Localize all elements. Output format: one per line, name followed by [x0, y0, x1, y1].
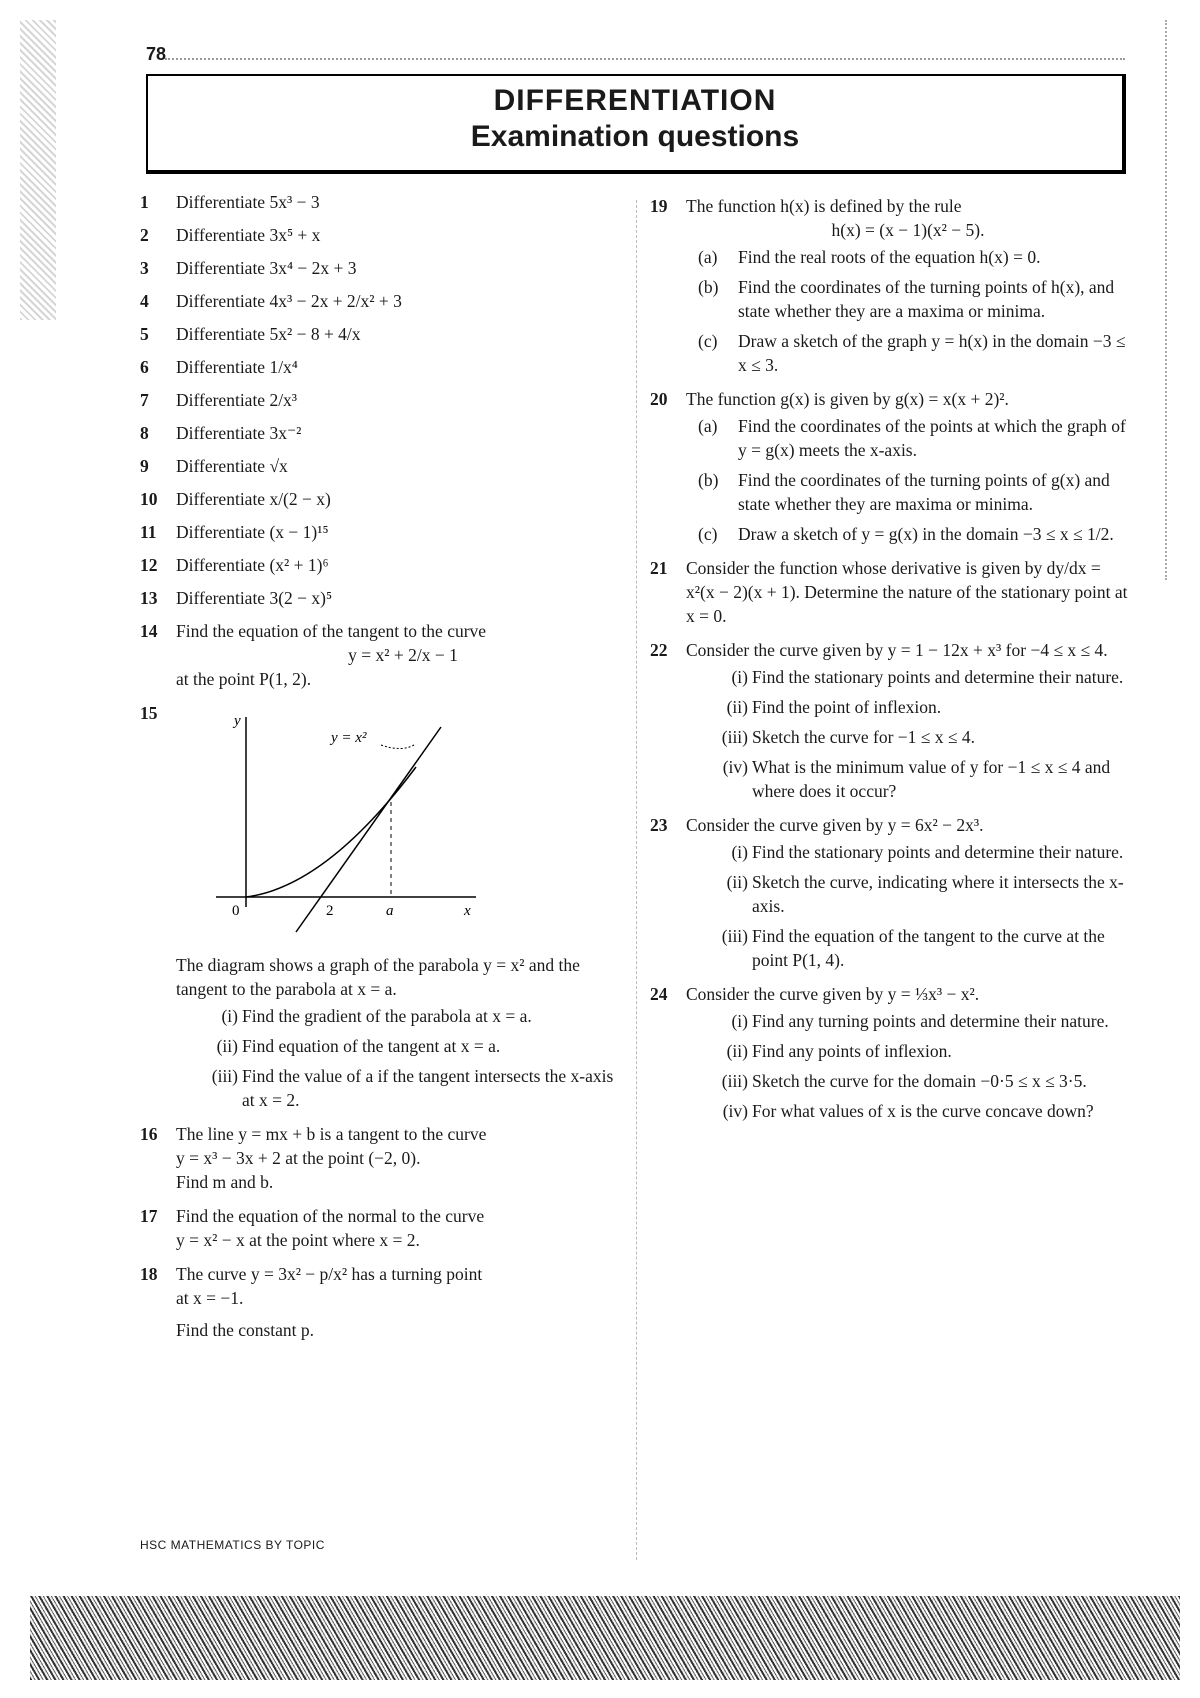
- header-dotted-line: [165, 58, 1125, 60]
- part-text: Find the gradient of the parabola at x = a.: [242, 1006, 532, 1026]
- question-16: [140, 1122, 630, 1194]
- part-text: Find the stationary points and determine their nature.: [752, 667, 1124, 687]
- part-text: Find the point of inflexion.: [752, 697, 942, 717]
- part-label: (iii): [211, 1066, 238, 1086]
- part-text: Sketch the curve for −1 ≤ x ≤ 4.: [752, 727, 975, 747]
- question-line: Find m and b.: [176, 1172, 274, 1192]
- origin-label: 0: [232, 903, 240, 919]
- curve-label: y = x²: [331, 730, 367, 746]
- part-label: (b): [698, 470, 719, 490]
- part-text: Find the stationary points and determine their nature.: [752, 842, 1124, 862]
- question-number: 17: [140, 1206, 158, 1226]
- question-23: [650, 813, 1130, 972]
- scan-edge-noise: [20, 20, 56, 320]
- question-part: [686, 1069, 1130, 1093]
- part-text: Find the equation of the tangent to the curve at the point P(1, 4).: [752, 926, 1105, 970]
- question-number: 13: [140, 588, 158, 608]
- question-15: [140, 701, 630, 1112]
- question-8: [140, 421, 630, 445]
- question-line: Find the constant p.: [176, 1320, 315, 1340]
- question-text: Differentiate 1/x⁴: [176, 357, 298, 377]
- question-13: [140, 586, 630, 610]
- question-24: [650, 982, 1130, 1123]
- question-19: [650, 194, 1130, 377]
- question-part: [686, 1099, 1130, 1123]
- question-number: 3: [140, 258, 149, 278]
- question-14: [140, 619, 630, 691]
- question-number: 1: [140, 192, 149, 212]
- question-part: [686, 924, 1130, 972]
- question-text: Differentiate 2/x³: [176, 390, 298, 410]
- part-label: (iv): [722, 757, 748, 777]
- question-number: 15: [140, 703, 158, 723]
- part-text: Find any turning points and determine their nature.: [752, 1011, 1109, 1031]
- question-part: [686, 665, 1130, 689]
- question-parts: [686, 245, 1130, 377]
- part-label: (ii): [726, 872, 748, 892]
- question-10: [140, 487, 630, 511]
- question-text: Differentiate (x² + 1)⁶: [176, 555, 329, 575]
- question-number: 5: [140, 324, 149, 344]
- part-label: (i): [731, 1011, 748, 1031]
- part-text: Find the value of a if the tangent intersects the x-axis at x = 2.: [242, 1066, 614, 1110]
- question-text: Differentiate 5x³ − 3: [176, 192, 320, 212]
- column-divider: [636, 200, 637, 1560]
- question-part: [176, 1064, 630, 1112]
- part-text: Find the coordinates of the turning points of h(x), and state whether they are a maxima or minima.: [738, 277, 1115, 321]
- question-number: 21: [650, 558, 668, 578]
- question-text: Differentiate 3x⁻²: [176, 423, 302, 443]
- question-12: [140, 553, 630, 577]
- part-label: (ii): [726, 697, 748, 717]
- question-text: Differentiate x/(2 − x): [176, 489, 331, 509]
- question-parts: [686, 665, 1130, 803]
- footer-text: HSC MATHEMATICS BY TOPIC: [140, 1538, 325, 1552]
- question-number: 14: [140, 621, 158, 641]
- question-number: 20: [650, 389, 668, 409]
- question-number: 10: [140, 489, 158, 509]
- question-equation: h(x) = (x − 1)(x² − 5).: [831, 220, 985, 240]
- question-part: [176, 1004, 630, 1028]
- question-line: at x = −1.: [176, 1288, 244, 1308]
- page-subtitle: Examination questions: [470, 120, 800, 153]
- part-label: (iv): [722, 1101, 748, 1121]
- question-text: Differentiate (x − 1)¹⁵: [176, 522, 329, 542]
- question-parts: [686, 1009, 1130, 1123]
- question-part: [686, 725, 1130, 749]
- part-text: Find the coordinates of the points at which the graph of y = g(x) meets the x-axis.: [738, 416, 1126, 460]
- question-number: 4: [140, 291, 149, 311]
- question-equation: y = x² + 2/x − 1: [348, 645, 458, 665]
- question-5: [140, 322, 630, 346]
- question-text: The function h(x) is defined by the rule: [686, 196, 962, 216]
- question-text: Find the equation of the tangent to the curve: [176, 621, 487, 641]
- question-part: [176, 1034, 630, 1058]
- question-number: 12: [140, 555, 158, 575]
- part-label: (iii): [721, 926, 748, 946]
- title-box: [146, 74, 1126, 174]
- page-title: DIFFERENTIATION: [493, 84, 777, 117]
- question-line: Find the equation of the normal to the curve: [176, 1206, 485, 1226]
- parabola-tangent-graph: [176, 707, 476, 937]
- part-label: (i): [731, 667, 748, 687]
- question-6: [140, 355, 630, 379]
- part-label: (ii): [216, 1036, 238, 1056]
- question-text: Differentiate √x: [176, 456, 288, 476]
- page-number: 78: [146, 44, 167, 64]
- part-text: Find any points of inflexion.: [752, 1041, 952, 1061]
- question-text: The diagram shows a graph of the parabola y = x² and the tangent to the parabola at x = a.: [176, 955, 580, 999]
- part-text: Find equation of the tangent at x = a.: [242, 1036, 501, 1056]
- right-column: [650, 194, 1130, 1133]
- question-text: Consider the curve given by y = ⅓x³ − x².: [686, 984, 980, 1004]
- question-part: [686, 468, 1130, 516]
- part-label: (b): [698, 277, 719, 297]
- question-text: Consider the curve given by y = 6x² − 2x³.: [686, 815, 984, 835]
- question-text: Differentiate 3x⁵ + x: [176, 225, 321, 245]
- question-number: 2: [140, 225, 149, 245]
- x-axis-label: x: [464, 903, 471, 919]
- question-text: Differentiate 4x³ − 2x + 2/x² + 3: [176, 291, 402, 311]
- curve-label-pointer: [381, 745, 414, 749]
- question-number: 16: [140, 1124, 158, 1144]
- question-7: [140, 388, 630, 412]
- question-number: 18: [140, 1264, 158, 1284]
- question-part: [686, 840, 1130, 864]
- question-part: [686, 329, 1130, 377]
- question-text: Differentiate 5x² − 8 + 4/x: [176, 324, 361, 344]
- question-text: at the point P(1, 2).: [176, 669, 312, 689]
- question-line: The line y = mx + b is a tangent to the curve: [176, 1124, 487, 1144]
- question-parts: [686, 414, 1130, 546]
- question-number: 11: [140, 522, 157, 542]
- part-label: (a): [698, 416, 718, 436]
- part-text: What is the minimum value of y for −1 ≤ x ≤ 4 and where does it occur?: [752, 757, 1111, 801]
- question-part: [686, 755, 1130, 803]
- question-part: [686, 695, 1130, 719]
- question-part: [686, 275, 1130, 323]
- question-part: [686, 1039, 1130, 1063]
- question-parts: [176, 1004, 630, 1112]
- question-part: [686, 522, 1130, 546]
- tick-label-2: 2: [326, 903, 334, 919]
- part-text: Draw a sketch of y = g(x) in the domain −3 ≤ x ≤ 1/2.: [738, 524, 1114, 544]
- question-text: Differentiate 3(2 − x)⁵: [176, 588, 333, 608]
- question-2: [140, 223, 630, 247]
- question-part: [686, 870, 1130, 918]
- question-3: [140, 256, 630, 280]
- part-text: Sketch the curve for the domain −0·5 ≤ x ≤ 3·5.: [752, 1071, 1087, 1091]
- question-text: Consider the curve given by y = 1 − 12x + x³ for −4 ≤ x ≤ 4.: [686, 640, 1108, 660]
- question-number: 23: [650, 815, 668, 835]
- question-17: [140, 1204, 630, 1252]
- question-number: 8: [140, 423, 149, 443]
- question-number: 6: [140, 357, 149, 377]
- tangent-line: [296, 727, 441, 932]
- question-line: y = x³ − 3x + 2 at the point (−2, 0).: [176, 1148, 421, 1168]
- scan-edge-dots: [1165, 20, 1167, 580]
- question-number: 9: [140, 456, 149, 476]
- part-label: (iii): [721, 727, 748, 747]
- left-column: [140, 190, 630, 1352]
- part-label: (i): [731, 842, 748, 862]
- question-text: The function g(x) is given by g(x) = x(x + 2)².: [686, 389, 1009, 409]
- question-21: [650, 556, 1130, 628]
- part-label: (iii): [721, 1071, 748, 1091]
- question-number: 22: [650, 640, 668, 660]
- question-part: [686, 1009, 1130, 1033]
- y-axis-label: y: [234, 713, 241, 729]
- question-18: [140, 1262, 630, 1342]
- question-list-short: [140, 190, 630, 610]
- question-part: [686, 414, 1130, 462]
- question-number: 7: [140, 390, 149, 410]
- question-part: [686, 245, 1130, 269]
- question-line: The curve y = 3x² − p/x² has a turning point: [176, 1264, 483, 1284]
- question-1: [140, 190, 630, 214]
- question-line: y = x² − x at the point where x = 2.: [176, 1230, 420, 1250]
- part-text: Sketch the curve, indicating where it intersects the x-axis.: [752, 872, 1124, 916]
- question-9: [140, 454, 630, 478]
- part-text: Find the real roots of the equation h(x) = 0.: [738, 247, 1041, 267]
- part-label: (ii): [726, 1041, 748, 1061]
- question-11: [140, 520, 630, 544]
- part-label: (i): [221, 1006, 238, 1026]
- part-text: Find the coordinates of the turning points of g(x) and state whether they are maxima or minima.: [738, 470, 1110, 514]
- question-4: [140, 289, 630, 313]
- part-text: For what values of x is the curve concave down?: [752, 1101, 1094, 1121]
- question-number: 19: [650, 196, 668, 216]
- question-text: Consider the function whose derivative is given by dy/dx = x²(x − 2)(x + 1). Determine the nature of the stationary point at x = 0.: [686, 558, 1128, 626]
- part-label: (a): [698, 247, 718, 267]
- question-text: Differentiate 3x⁴ − 2x + 3: [176, 258, 357, 278]
- question-22: [650, 638, 1130, 803]
- scan-bottom-noise: [30, 1596, 1180, 1680]
- part-text: Draw a sketch of the graph y = h(x) in the domain −3 ≤ x ≤ 3.: [738, 331, 1126, 375]
- part-label: (c): [698, 524, 718, 544]
- part-label: (c): [698, 331, 718, 351]
- question-20: [650, 387, 1130, 546]
- question-number: 24: [650, 984, 668, 1004]
- question-parts: [686, 840, 1130, 972]
- tick-label-a: a: [386, 903, 394, 919]
